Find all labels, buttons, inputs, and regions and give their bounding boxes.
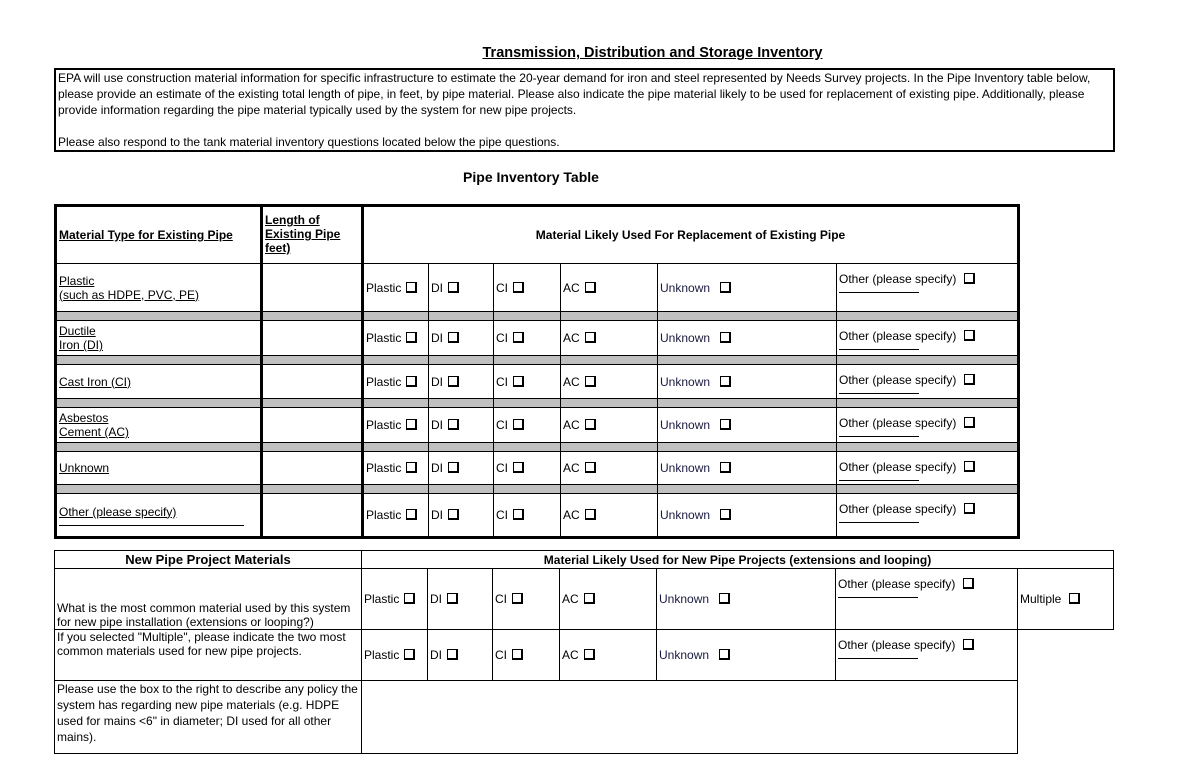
option-di <box>429 365 494 399</box>
option-plastic <box>363 365 429 399</box>
question-2: If you selected "Multiple", please indicate the two most common materials used for new pipe projects. <box>55 630 362 681</box>
table-row <box>56 408 1019 443</box>
option-ci <box>494 321 561 356</box>
option-label: Plastic <box>364 648 400 662</box>
option-ac <box>561 452 658 485</box>
option-label: AC <box>563 418 580 432</box>
length-input[interactable] <box>262 494 363 538</box>
option-di <box>429 321 494 356</box>
checkbox-unknown[interactable] <box>720 282 731 293</box>
specify-line[interactable] <box>838 652 918 659</box>
option-unknown <box>657 569 836 630</box>
option-label: DI <box>431 418 443 432</box>
length-input[interactable] <box>262 408 363 443</box>
option-label: CI <box>496 331 508 345</box>
material-cell: Plastic (such as HDPE, PVC, PE) <box>56 264 262 312</box>
material-cell: Ductile Iron (DI) <box>56 321 262 356</box>
question-1: What is the most common material used by this system for new pipe installation (extensions or looping?) <box>55 569 362 630</box>
checkbox-ci[interactable] <box>512 649 523 660</box>
new-pipe-header-right: Material Likely Used for New Pipe Projects (extensions and looping) <box>362 551 1114 569</box>
option-label: DI <box>431 461 443 475</box>
checkbox-unknown[interactable] <box>720 462 731 473</box>
checkbox-other[interactable] <box>964 330 975 341</box>
option-di <box>429 494 494 538</box>
checkbox-other[interactable] <box>964 273 975 284</box>
checkbox-ci[interactable] <box>513 332 524 343</box>
option-label: Other (please specify) <box>839 460 957 474</box>
option-other <box>837 494 1019 538</box>
checkbox-ac[interactable] <box>585 462 596 473</box>
option-other <box>836 569 1018 630</box>
checkbox-plastic[interactable] <box>406 376 417 387</box>
option-label: AC <box>562 648 579 662</box>
option-label: Unknown <box>660 280 711 295</box>
option-unknown <box>658 365 837 399</box>
option-label: Unknown <box>660 508 711 522</box>
option-other <box>837 408 1019 443</box>
option-unknown <box>658 494 837 538</box>
checkbox-ac[interactable] <box>584 649 595 660</box>
option-label: AC <box>563 280 580 295</box>
checkbox-plastic[interactable] <box>406 509 417 520</box>
option-label: AC <box>563 461 580 475</box>
checkbox-ac[interactable] <box>585 376 596 387</box>
option-ac <box>560 569 657 630</box>
table-row <box>55 630 1114 681</box>
checkbox-unknown[interactable] <box>719 593 730 604</box>
option-label: Plastic <box>366 331 402 345</box>
question-3: Please use the box to the right to describe any policy the system has regarding new pipe materials (e.g. HDPE used for mains <6" in diameter; DI used for all other mains). <box>55 681 362 754</box>
length-input[interactable] <box>262 452 363 485</box>
option-di <box>429 408 494 443</box>
checkbox-unknown[interactable] <box>720 332 731 343</box>
checkbox-ac[interactable] <box>585 282 596 293</box>
option-other <box>837 365 1019 399</box>
option-label: AC <box>563 331 580 345</box>
row-separator <box>56 399 1019 408</box>
option-label: Unknown <box>660 461 711 475</box>
checkbox-di[interactable] <box>448 462 459 473</box>
option-other <box>836 630 1018 681</box>
option-label: AC <box>562 592 579 606</box>
checkbox-ac[interactable] <box>585 509 596 520</box>
table-row <box>56 494 1019 538</box>
option-ac <box>560 630 657 681</box>
checkbox-multiple[interactable] <box>1069 593 1080 604</box>
option-label: CI <box>496 508 508 522</box>
option-ci <box>493 630 560 681</box>
checkbox-di[interactable] <box>448 509 459 520</box>
new-pipe-table <box>54 550 1114 754</box>
option-label: CI <box>496 418 508 432</box>
header-replacement: Material Likely Used For Replacement of Existing Pipe <box>363 206 1019 264</box>
new-pipe-header-left: New Pipe Project Materials <box>55 551 362 569</box>
specify-line[interactable] <box>839 286 919 293</box>
row-separator <box>56 443 1019 452</box>
option-label: Plastic <box>366 374 402 389</box>
option-label: CI <box>496 280 508 295</box>
material-cell: Unknown <box>56 452 262 485</box>
option-unknown <box>658 264 837 312</box>
page-title: Transmission, Distribution and Storage Inventory <box>482 45 823 61</box>
checkbox-plastic[interactable] <box>406 462 417 473</box>
option-multiple: Multiple <box>1018 569 1114 630</box>
option-other <box>837 452 1019 485</box>
option-label: Unknown <box>660 331 711 345</box>
option-unknown <box>658 321 837 356</box>
option-label: DI <box>431 374 443 389</box>
table-row <box>56 365 1019 399</box>
option-plastic <box>362 630 428 681</box>
instructions-text: EPA will use construction material information for specific infrastructure to estimate the 20-year demand for iron and steel represented by Needs Survey projects. In the Pipe Inventory table below, please provide an estimate of the existing total length of pipe, in feet, by pipe material. Please also indicate the pipe material likely to be used for replacement of existing pipe. Additionally, please provide information regarding the pipe material typically used by the system for new pipe projects. <box>58 71 1091 117</box>
checkbox-ci[interactable] <box>513 282 524 293</box>
material-cell: Cast Iron (CI) <box>56 365 262 399</box>
checkbox-ci[interactable] <box>513 376 524 387</box>
option-label: Other (please specify) <box>838 577 956 591</box>
checkbox-di[interactable] <box>447 649 458 660</box>
option-label: DI <box>431 331 443 345</box>
pipe-inventory-table <box>54 204 1020 539</box>
option-label: CI <box>495 592 507 606</box>
checkbox-ac[interactable] <box>584 593 595 604</box>
option-label: Other (please specify) <box>839 416 957 430</box>
option-plastic <box>363 452 429 485</box>
option-label: AC <box>563 374 580 389</box>
option-ci <box>494 408 561 443</box>
option-label: DI <box>430 592 442 606</box>
checkbox-other[interactable] <box>964 417 975 428</box>
length-input[interactable] <box>262 264 363 312</box>
table-row <box>55 681 1114 754</box>
option-label: Plastic <box>366 280 402 295</box>
option-label: Unknown <box>660 418 711 432</box>
option-unknown <box>658 408 837 443</box>
checkbox-ac[interactable] <box>585 332 596 343</box>
material-cell: Asbestos Cement (AC) <box>56 408 262 443</box>
option-di <box>429 264 494 312</box>
specify-line[interactable] <box>839 516 919 523</box>
option-plastic <box>363 264 429 312</box>
option-label: CI <box>496 461 508 475</box>
option-label: Unknown <box>659 648 710 662</box>
option-label: CI <box>495 648 507 662</box>
specify-line[interactable] <box>839 430 919 437</box>
checkbox-plastic[interactable] <box>406 332 417 343</box>
option-di <box>429 452 494 485</box>
checkbox-di[interactable] <box>447 593 458 604</box>
checkbox-di[interactable] <box>448 332 459 343</box>
table-row <box>56 452 1019 485</box>
option-ci <box>494 494 561 538</box>
option-label: DI <box>431 508 443 522</box>
checkbox-plastic[interactable] <box>406 419 417 430</box>
option-label: AC <box>563 508 580 522</box>
row-separator <box>56 356 1019 365</box>
option-other <box>837 321 1019 356</box>
material-cell: Other (please specify) <box>56 494 262 538</box>
length-input[interactable] <box>262 365 363 399</box>
checkbox-ci[interactable] <box>513 419 524 430</box>
checkbox-unknown[interactable] <box>720 419 731 430</box>
option-label: Other (please specify) <box>838 638 956 652</box>
specify-line[interactable] <box>59 519 244 526</box>
option-ac <box>561 494 658 538</box>
option-ci <box>494 264 561 312</box>
checkbox-other[interactable] <box>964 503 975 514</box>
checkbox-unknown[interactable] <box>720 509 731 520</box>
specify-line[interactable] <box>838 591 918 598</box>
option-label: CI <box>496 374 508 389</box>
row-separator <box>56 312 1019 321</box>
table-row <box>56 321 1019 356</box>
checkbox-ac[interactable] <box>585 419 596 430</box>
pipe-table-title: Pipe Inventory Table <box>463 169 599 185</box>
header-material: Material Type for Existing Pipe <box>56 206 262 264</box>
option-ac <box>561 264 658 312</box>
checkbox-plastic[interactable] <box>404 649 415 660</box>
option-di <box>428 569 493 630</box>
option-ci <box>494 452 561 485</box>
specify-line[interactable] <box>839 387 919 394</box>
option-label: Other (please specify) <box>839 373 957 387</box>
option-label: Other (please specify) <box>839 502 957 516</box>
option-unknown <box>657 630 836 681</box>
option-ci <box>493 569 560 630</box>
length-input[interactable] <box>262 321 363 356</box>
table-row <box>56 264 1019 312</box>
checkbox-di[interactable] <box>448 419 459 430</box>
checkbox-di[interactable] <box>448 282 459 293</box>
option-label: Other (please specify) <box>839 329 957 343</box>
option-label: Other (please specify) <box>839 272 957 286</box>
option-plastic <box>363 494 429 538</box>
checkbox-other[interactable] <box>964 461 975 472</box>
checkbox-other[interactable] <box>963 578 974 589</box>
header-length: Length of Existing Pipe feet) <box>262 206 363 264</box>
checkbox-ci[interactable] <box>513 509 524 520</box>
option-plastic <box>363 321 429 356</box>
checkbox-plastic[interactable] <box>404 593 415 604</box>
specify-line[interactable] <box>839 474 919 481</box>
instructions-box <box>54 68 1115 152</box>
option-label: Plastic <box>364 592 400 606</box>
option-plastic <box>362 569 428 630</box>
option-other <box>837 264 1019 312</box>
option-unknown <box>658 452 837 485</box>
option-label: Unknown <box>660 374 711 389</box>
specify-line[interactable] <box>839 343 919 350</box>
option-ac <box>561 365 658 399</box>
option-label: Plastic <box>366 461 402 475</box>
checkbox-unknown[interactable] <box>719 649 730 660</box>
option-label: DI <box>430 648 442 662</box>
option-di <box>428 630 493 681</box>
checkbox-other[interactable] <box>964 374 975 385</box>
checkbox-ci[interactable] <box>512 593 523 604</box>
option-label: Plastic <box>366 508 402 522</box>
option-label: Plastic <box>366 418 402 432</box>
option-ci <box>494 365 561 399</box>
checkbox-di[interactable] <box>448 376 459 387</box>
policy-description-input[interactable] <box>362 681 1018 754</box>
instructions-text-2: Please also respond to the tank material inventory questions located below the pipe questions. <box>58 135 560 149</box>
table-row <box>55 569 1114 630</box>
option-label: Unknown <box>659 592 710 606</box>
checkbox-plastic[interactable] <box>406 282 417 293</box>
option-ac <box>561 321 658 356</box>
checkbox-other[interactable] <box>963 639 974 650</box>
checkbox-ci[interactable] <box>513 462 524 473</box>
checkbox-unknown[interactable] <box>720 376 731 387</box>
option-ac <box>561 408 658 443</box>
option-plastic <box>363 408 429 443</box>
row-separator <box>56 485 1019 494</box>
option-label: DI <box>431 280 443 295</box>
